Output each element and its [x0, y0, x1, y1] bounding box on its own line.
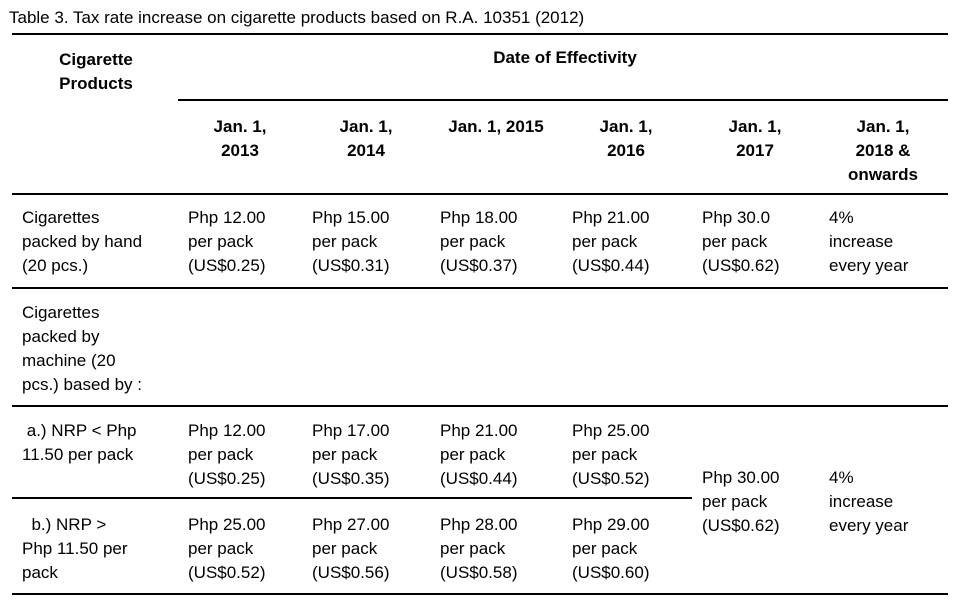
row-a-2014: Php 17.00 per pack (US$0.35) [312, 421, 390, 488]
header-date-2016: Jan. 1, 2016 [599, 117, 653, 160]
header-date-2018-onwards: Jan. 1, 2018 & onwards [848, 117, 918, 184]
rule-top [12, 33, 948, 35]
row-hand-2018-onwards: 4% increase every year [829, 208, 909, 275]
header-date-2017: Jan. 1, 2017 [728, 117, 782, 160]
row-hand-2015: Php 18.00 per pack (US$0.37) [440, 208, 518, 275]
row-b-2014: Php 27.00 per pack (US$0.56) [312, 515, 390, 582]
header-date-2015: Jan. 1, 2015 [448, 117, 544, 136]
row-machine-2018-onwards: 4% increase every year [829, 468, 909, 535]
rule-header-bottom [12, 193, 948, 195]
row-hand-2013: Php 12.00 per pack (US$0.25) [188, 208, 266, 275]
rule-table-bottom [12, 593, 948, 595]
header-date-2014: Jan. 1, 2014 [339, 117, 393, 160]
row-a-2016: Php 25.00 per pack (US$0.52) [572, 421, 650, 488]
row-b-2013: Php 25.00 per pack (US$0.52) [188, 515, 266, 582]
header-products: Cigarette Products [59, 50, 133, 93]
row-a-2015: Php 21.00 per pack (US$0.44) [440, 421, 518, 488]
row-b-2016: Php 29.00 per pack (US$0.60) [572, 515, 650, 582]
header-date-2013: Jan. 1, 2013 [213, 117, 267, 160]
row-hand-label: Cigarettes packed by hand (20 pcs.) [22, 208, 143, 275]
row-machine-2017: Php 30.00 per pack (US$0.62) [702, 468, 780, 535]
rule-a-bottom [12, 497, 692, 499]
rule-date-group [178, 99, 948, 101]
row-machine-label: Cigarettes packed by machine (20 pcs.) based by : [22, 303, 143, 394]
row-hand-2016: Php 21.00 per pack (US$0.44) [572, 208, 650, 275]
table-caption: Table 3. Tax rate increase on cigarette products based on R.A. 10351 (2012) [9, 8, 585, 27]
row-a-label: a.) NRP < Php 11.50 per pack [22, 421, 137, 464]
row-b-label: b.) NRP > Php 11.50 per pack [22, 515, 128, 582]
row-b-2015: Php 28.00 per pack (US$0.58) [440, 515, 518, 582]
rule-machine-bottom [12, 405, 948, 407]
row-a-2013: Php 12.00 per pack (US$0.25) [188, 421, 266, 488]
row-hand-2014: Php 15.00 per pack (US$0.31) [312, 208, 390, 275]
header-date-group: Date of Effectivity [493, 48, 637, 67]
rule-hand-bottom [12, 287, 948, 289]
row-hand-2017: Php 30.0 per pack (US$0.62) [702, 208, 780, 275]
